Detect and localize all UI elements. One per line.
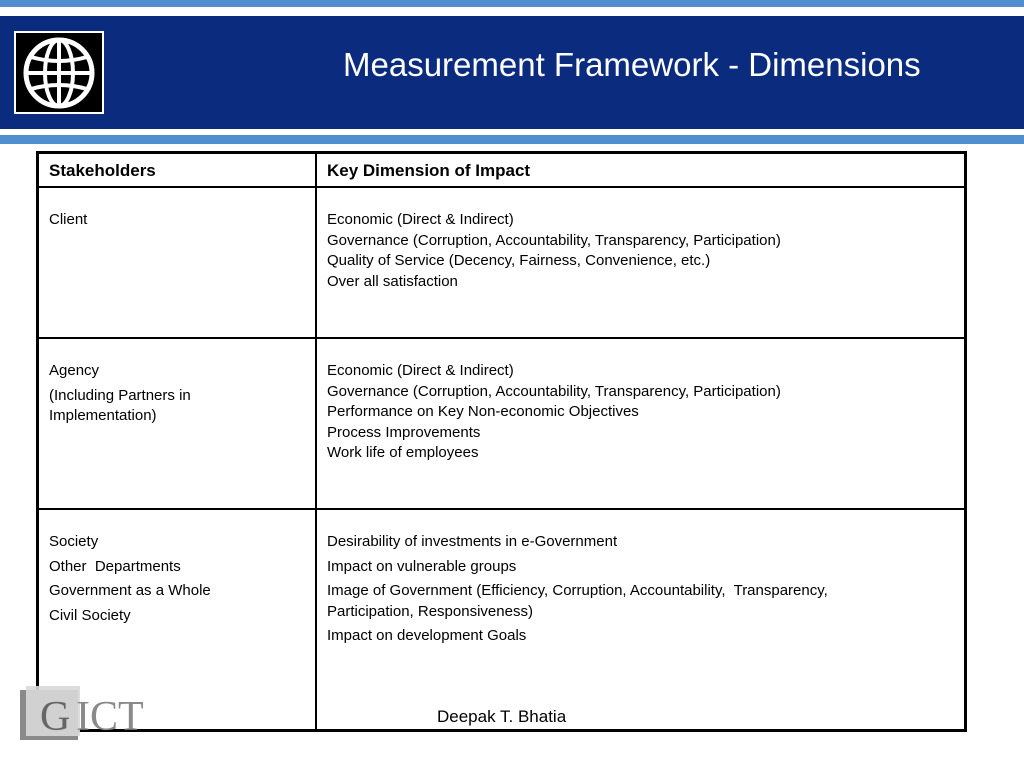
svg-text:G: G <box>40 694 71 740</box>
dimension-cell <box>317 510 964 729</box>
dimensions-table <box>36 151 967 732</box>
stakeholder-cell <box>39 188 317 337</box>
stakeholder-item: Society <box>49 533 99 550</box>
stakeholder-item: Other Departments <box>49 557 181 575</box>
dimension-item: Governance (Corruption, Accountability, Transparency, Participation) <box>327 382 781 400</box>
page-title: Measurement Framework - Dimensions <box>343 46 921 83</box>
globe-logo <box>14 31 104 114</box>
column-header: Key Dimension of Impact <box>327 161 531 180</box>
column-header: Stakeholders <box>39 154 317 186</box>
dimension-item: Image of Government (Efficiency, Corruption, Accountability, Transparency, Participation, Responsiveness) <box>327 582 832 620</box>
globe-icon <box>21 35 97 111</box>
bottom-stripe <box>0 135 1024 144</box>
gict-logo <box>18 686 158 744</box>
dimension-item: Economic (Direct & Indirect) <box>327 362 514 379</box>
stakeholder-item: (Including Partners in Implementation) <box>49 386 191 424</box>
stakeholder-item: Client <box>49 211 88 228</box>
dimension-cell <box>317 188 964 337</box>
dimension-item: Process Improvements <box>327 423 481 441</box>
dimension-item: Impact on development Goals <box>327 627 527 644</box>
dimension-cell <box>317 339 964 508</box>
table-row <box>39 188 964 339</box>
stakeholder-cell <box>39 339 317 508</box>
dimension-item: Performance on Key Non-economic Objectives <box>327 403 639 420</box>
table-row <box>39 510 964 729</box>
dimension-item: Quality of Service (Decency, Fairness, Convenience, etc.) <box>327 252 711 269</box>
dimension-item: Governance (Corruption, Accountability, Transparency, Participation) <box>327 231 781 249</box>
dimension-item: Over all satisfaction <box>327 272 458 290</box>
author-name: Deepak T. Bhatia <box>437 707 567 726</box>
stakeholder-item: Civil Society <box>49 606 131 624</box>
dimension-item: Impact on vulnerable groups <box>327 557 517 575</box>
table-header-row <box>39 154 964 188</box>
top-stripe <box>0 0 1024 7</box>
stakeholder-item: Government as a Whole <box>49 582 211 599</box>
stakeholder-item: Agency <box>49 362 100 379</box>
svg-text:ICT: ICT <box>76 694 144 740</box>
dimension-item: Economic (Direct & Indirect) <box>327 211 514 228</box>
dimension-item: Work life of employees <box>327 444 479 461</box>
dimension-item: Desirability of investments in e-Government <box>327 533 618 550</box>
table-row <box>39 339 964 510</box>
